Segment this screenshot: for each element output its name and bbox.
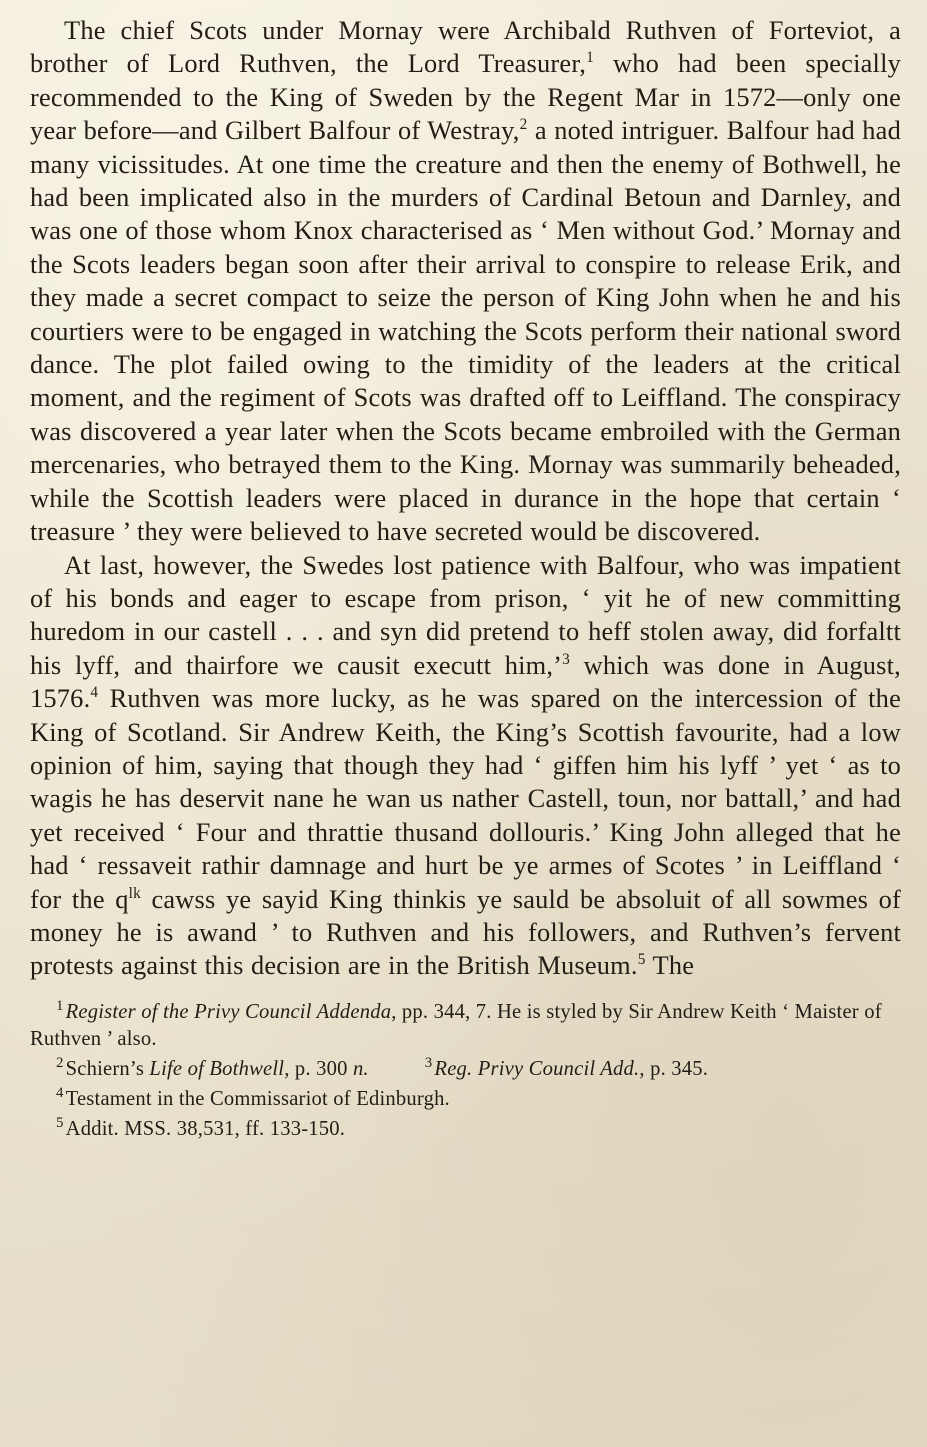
footnotes-section [30, 999, 901, 1143]
footnote-1: $^1$Register of the Privy Council Addenda, pp. 344, 7. He is styled by Sir Andrew Keith ‘ Maister of Ruthven ’ also. [30, 997, 882, 1050]
paragraph-1: The chief Scots under Mornay were Archibald Ruthven of Forteviot, a brother of Lord Ruthven, the Lord Treasurer,$^1$ who had been specially recommended to the King of Sweden by the Regent Mar in 1572—only one year before—and Gilbert Balfour of Westray,$^2$ a noted intriguer. Balfour had had many vicissitudes. At one time the creature and then the enemy of Bothwell, he had been implicated also in the murders of Cardinal Betoun and Darnley, and was one of those whom Knox characterised as ‘ Men without God.’ Mornay and the Scots leaders began soon after their arrival to conspire to release Erik, and they made a secret compact to seize the person of King John when he and his courtiers were to be engaged in watching the Scots perform their national sword dance. The plot failed owing to the timidity of the leaders at the critical moment, and the regiment of Scots was drafted off to Leiffland. The conspiracy was discovered a year later when the Scots became embroiled with the German mercenaries, who betrayed them to the King. Mornay was summarily beheaded, while the Scottish leaders were placed in durance in the hope that certain ‘ treasure ’ they were believed to have secreted would be discovered. [30, 15, 901, 547]
footnote-4: $^4$Testament in the Commissariot of Edinburgh. [56, 1084, 450, 1110]
footnote-2: $^2$Schiern’s Life of Bothwell, p. 300 n. $^3$Reg. Privy Council Add., p. 345. [56, 1054, 709, 1080]
footnote-5: $^5$Addit. MSS. 38,531, ff. 133-150. [56, 1114, 346, 1140]
body-text [30, 14, 901, 983]
paragraph-2: At last, however, the Swedes lost patience with Balfour, who was impatient of his bonds and eager to escape from prison, ‘ yit he of new committing huredom in our castell . . . and syn did pretend to heff stolen away, did forfaltt his lyff, and thairfore we causit executt him,’$^3$ which was done in August, 1576.$^4$ Ruthven was more lucky, as he was spared on the intercession of the King of Scotland. Sir Andrew Keith, the King’s Scottish favourite, had a low opinion of him, saying that though they had ‘ giffen him his lyff ’ yet ‘ as to wagis he has deservit nane he wan us nather Castell, toun, nor battall,’ and had yet received ‘ Four and thrattie thusand dollouris.’ King John alleged that he had ‘ ressaveit rathir damnage and hurt be ye armes of Scotes ’ in Leiffland ‘ for the $q^{lk}$ cawss ye sayid King thinkis ye sauld be absoluit of all sowmes of money he is awand ’ to Ruthven and his followers, and Ruthven’s fervent protests against this decision are in the British Museum.$^5$ The [30, 549, 901, 981]
